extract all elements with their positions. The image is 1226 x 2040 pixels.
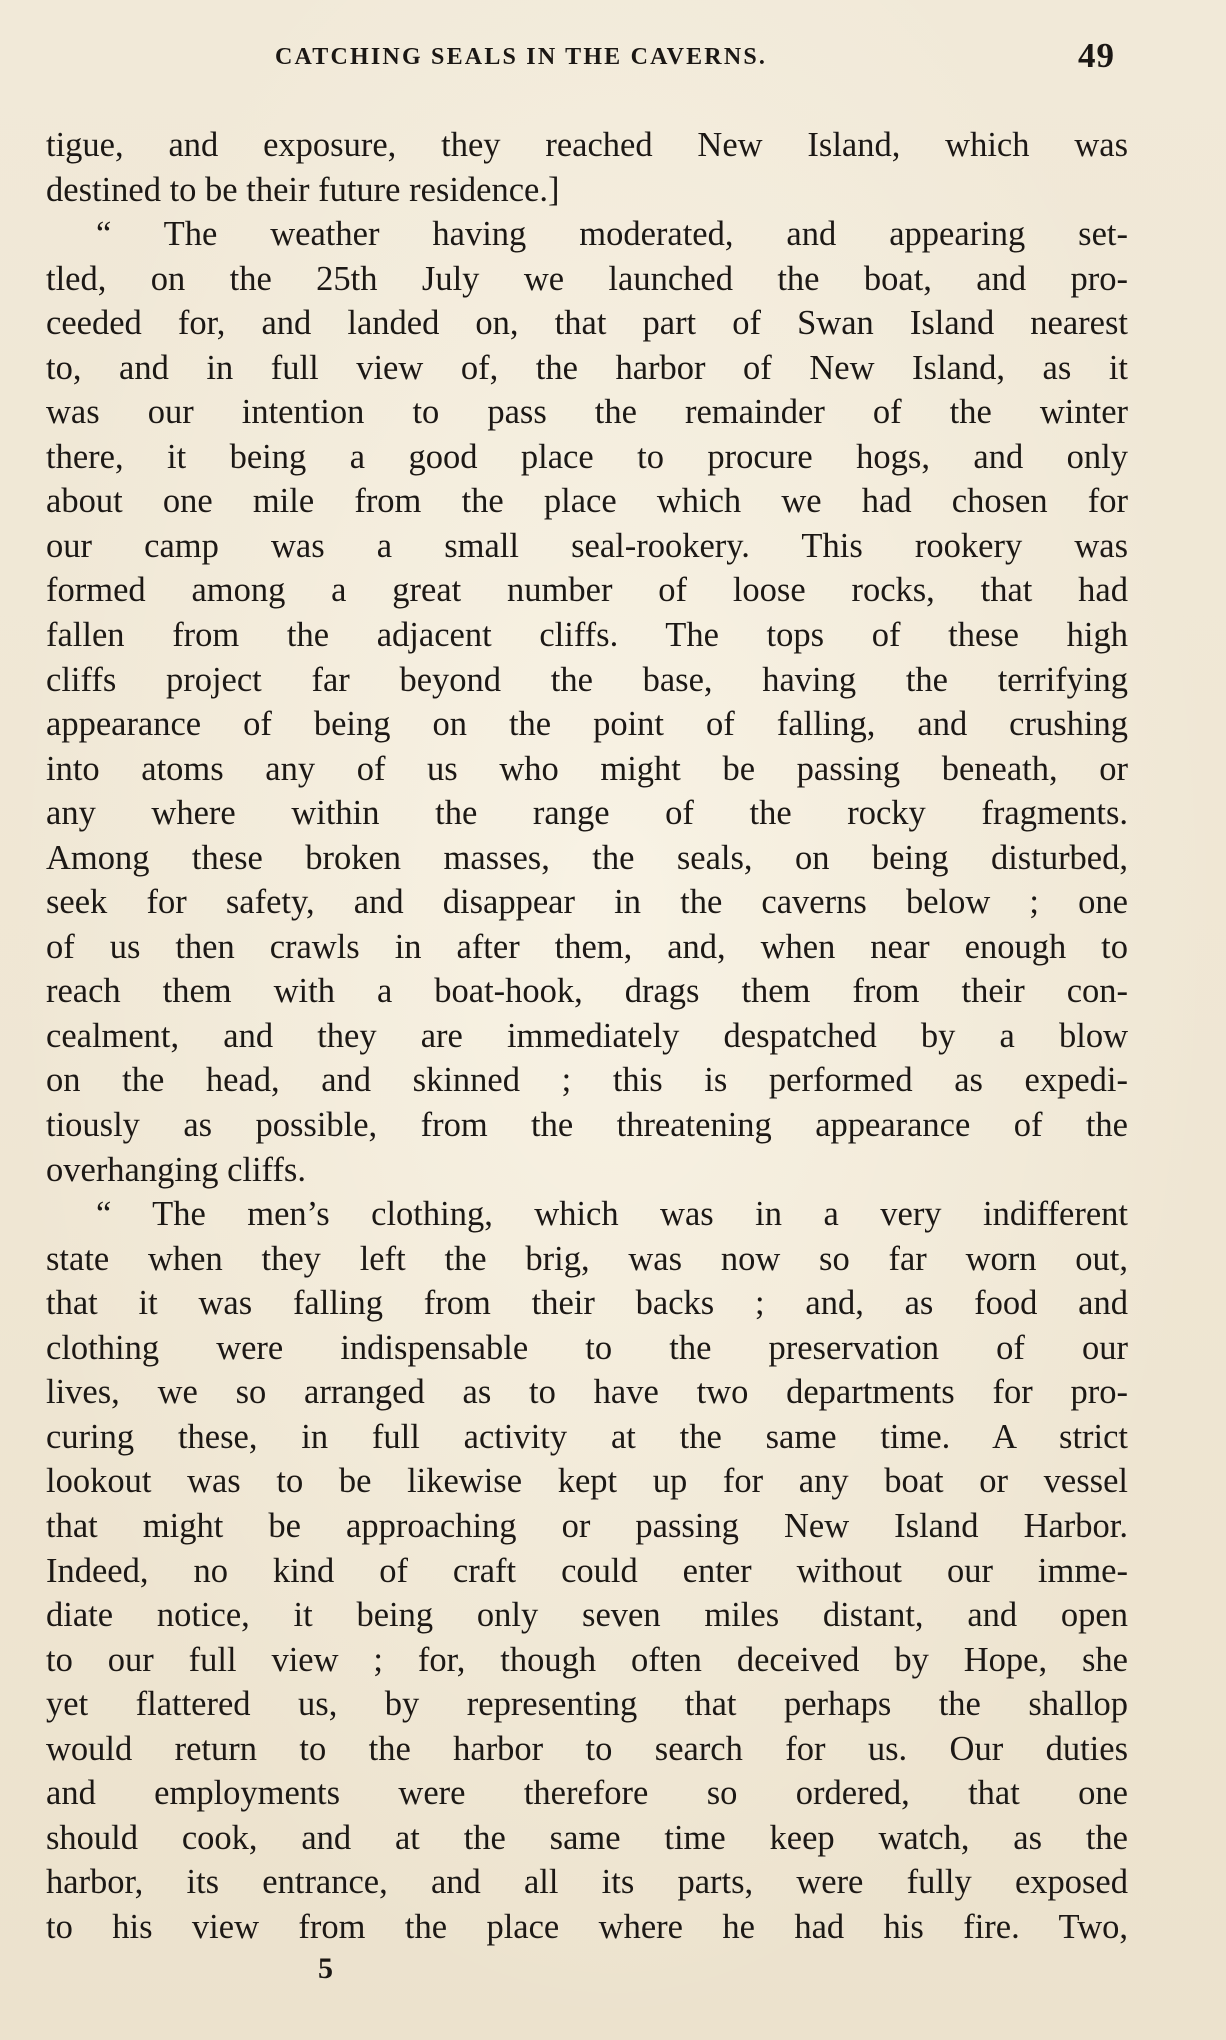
text-line: curing these, in full activity at the same time. A strict xyxy=(46,1417,1128,1456)
body-text xyxy=(46,123,1128,1949)
text-line: reach them with a boat-hook, drags them from their con- xyxy=(46,972,1128,1011)
text-line: harbor, its entrance, and all its parts, were fully exposed xyxy=(46,1863,1128,1902)
text-line: “ The men’s clothing, which was in a very indifferent xyxy=(96,1195,1128,1234)
text-line: yet flattered us, by representing that perhaps the shallop xyxy=(46,1685,1128,1724)
text-line: cliffs project far beyond the base, having the terrifying xyxy=(46,660,1128,699)
text-line: formed among a great number of loose rocks, that had xyxy=(46,571,1128,610)
text-line: our camp was a small seal-rookery. This rookery was xyxy=(46,526,1128,565)
text-line: to his view from the place where he had his fire. Two, xyxy=(46,1907,1128,1946)
text-line: “ The weather having moderated, and appearing set- xyxy=(96,215,1128,254)
text-line: to our full view ; for, though often deceived by Hope, she xyxy=(46,1640,1128,1679)
text-line: that it was falling from their backs ; and, as food and xyxy=(46,1284,1128,1323)
text-line: state when they left the brig, was now so far worn out, xyxy=(46,1239,1128,1278)
text-line: Indeed, no kind of craft could enter without our imme- xyxy=(46,1551,1128,1590)
text-line: should cook, and at the same time keep watch, as the xyxy=(46,1818,1128,1857)
text-line: and employments were therefore so ordered, that one xyxy=(46,1774,1128,1813)
text-line: on the head, and skinned ; this is performed as expedi- xyxy=(46,1061,1128,1100)
text-line: fallen from the adjacent cliffs. The tops of these high xyxy=(46,616,1128,655)
text-line: seek for safety, and disappear in the caverns below ; one xyxy=(46,883,1128,922)
text-line: overhanging cliffs. xyxy=(46,1150,306,1189)
signature-mark: 5 xyxy=(318,1952,333,1985)
text-line: any where within the range of the rocky fragments. xyxy=(46,794,1128,833)
text-line: that might be approaching or passing New Island Harbor. xyxy=(46,1506,1128,1545)
text-line: cealment, and they are immediately despatched by a blow xyxy=(46,1016,1128,1055)
text-line: clothing were indispensable to the preservation of our xyxy=(46,1328,1128,1367)
text-line: would return to the harbor to search for us. Our duties xyxy=(46,1729,1128,1768)
text-line: appearance of being on the point of falling, and crushing xyxy=(46,705,1128,744)
text-line: was our intention to pass the remainder of the winter xyxy=(46,393,1128,432)
text-line: about one mile from the place which we had chosen for xyxy=(46,482,1128,521)
text-line: tiously as possible, from the threatening appearance of the xyxy=(46,1106,1128,1145)
text-line: into atoms any of us who might be passing beneath, or xyxy=(46,749,1128,788)
text-line: of us then crawls in after them, and, when near enough to xyxy=(46,927,1128,966)
text-line: to, and in full view of, the harbor of New Island, as it xyxy=(46,348,1128,387)
text-line: tigue, and exposure, they reached New Island, which was xyxy=(46,126,1128,164)
text-line: there, it being a good place to procure hogs, and only xyxy=(46,437,1128,476)
text-line: ceeded for, and landed on, that part of Swan Island nearest xyxy=(46,304,1128,343)
text-line: lives, we so arranged as to have two departments for pro- xyxy=(46,1373,1128,1412)
page-number: 49 xyxy=(1078,36,1115,75)
running-head xyxy=(0,36,1226,80)
text-line: destined to be their future residence.] xyxy=(46,170,560,209)
text-line: diate notice, it being only seven miles distant, and open xyxy=(46,1596,1128,1635)
text-line: Among these broken masses, the seals, on being disturbed, xyxy=(46,838,1128,877)
running-title: CATCHING SEALS IN THE CAVERNS. xyxy=(275,44,768,70)
text-line: lookout was to be likewise kept up for any boat or vessel xyxy=(46,1462,1128,1501)
text-line: tled, on the 25th July we launched the boat, and pro- xyxy=(46,259,1128,298)
